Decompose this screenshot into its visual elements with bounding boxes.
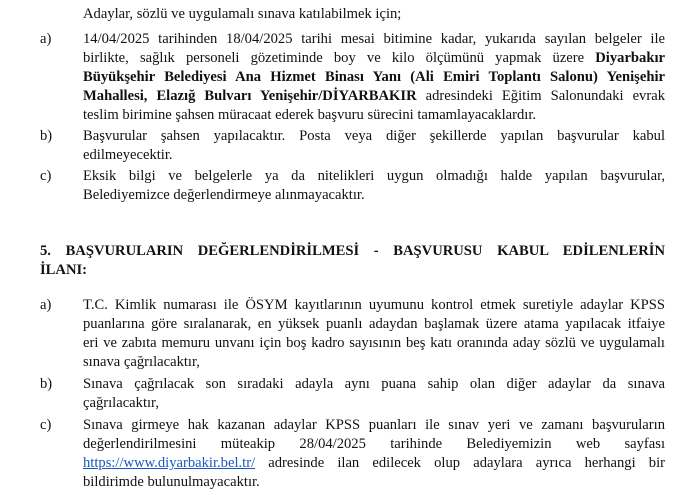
section-heading: 5. BAŞVURULARIN DEĞERLENDİRİLMESİ - BAŞVURUSU KABUL EDİLENLERİN [40, 243, 665, 259]
list-item-label: c) [40, 168, 52, 184]
section-heading-continuation: İLANI: [40, 262, 88, 278]
intro-text: Adaylar, sözlü ve uygulamalı sınava katılabilmek için; [83, 6, 402, 22]
list-item-label: a) [40, 31, 52, 47]
list-item-line: değerlendirilmesini müteakip 28/04/2025 tarihinde Belediyemizin web sayfası [83, 436, 665, 452]
list-item-line: birlikte, sağlık personeli gözetiminde boy ve kilo ölçümünü yapmak üzere Diyarbakır [83, 50, 665, 66]
list-item-label: b) [40, 376, 53, 392]
list-item-line: Sınava girmeye hak kazanan adaylar KPSS puanları ile sınav yeri ve zamanı başvuruların [83, 417, 665, 433]
list-item-label: b) [40, 128, 53, 144]
list-item-label: a) [40, 297, 52, 313]
list-item-line: T.C. Kimlik numarası ile ÖSYM kayıtlarının uyumunu kontrol etmek suretiyle adaylar KPSS [83, 297, 665, 313]
list-item-line: puanlarına göre sıralanarak, en yüksek puanlı adaydan başlamak üzere atama yapılacak itfaiye [83, 316, 665, 332]
list-item-line: teslim birimine şahsen müracaat ederek başvuru sürecini tamamlayacaklardır. [83, 107, 537, 123]
list-item-line: Eksik bilgi ve belgelerle ya da nitelikleri uygun olmadığı halde yapılan başvurular, [83, 168, 665, 184]
list-item-line: edilmeyecektir. [83, 147, 173, 163]
list-item-line: eri ve zabıta memuru unvanı için boş kadro sayısının beş katı oranında aday sözlü ve uygulamalı [83, 335, 665, 351]
list-item-line: Başvurular şahsen yapılacaktır. Posta veya diğer şekillerde yapılan başvurular kabul [83, 128, 665, 144]
list-item-line: Sınava çağrılacak son sıradaki adayla aynı puana sahip olan diğer adaylar da sınava [83, 376, 665, 392]
list-item-line: sınava çağrılacaktır, [83, 354, 200, 370]
list-item-line: çağrılacaktır, [83, 395, 159, 411]
list-item-line: 14/04/2025 tarihinden 18/04/2025 tarihi mesai bitimine kadar, yukarıda sayılan belgeler ile [83, 31, 665, 47]
list-item-line: Mahallesi, Elazığ Bulvarı Yenişehir/DİYARBAKIR adresindeki Eğitim Salonundaki evrak [83, 88, 665, 104]
list-item-line: Belediyemizce değerlendirmeye alınmayacaktır. [83, 187, 365, 203]
list-item-line: bildirimde bulunulmayacaktır. [83, 474, 260, 490]
list-item-line: Büyükşehir Belediyesi Ana Hizmet Binası Yanı (Ali Emiri Toplantı Salonu) Yenişehir [83, 69, 665, 85]
list-item-line: https://www.diyarbakir.bel.tr/ adresinde ilan edilecek olup adaylara ayrıca herhangi bir [83, 455, 665, 471]
list-item-label: c) [40, 417, 52, 433]
website-link[interactable]: https://www.diyarbakir.bel.tr/ [83, 455, 256, 471]
